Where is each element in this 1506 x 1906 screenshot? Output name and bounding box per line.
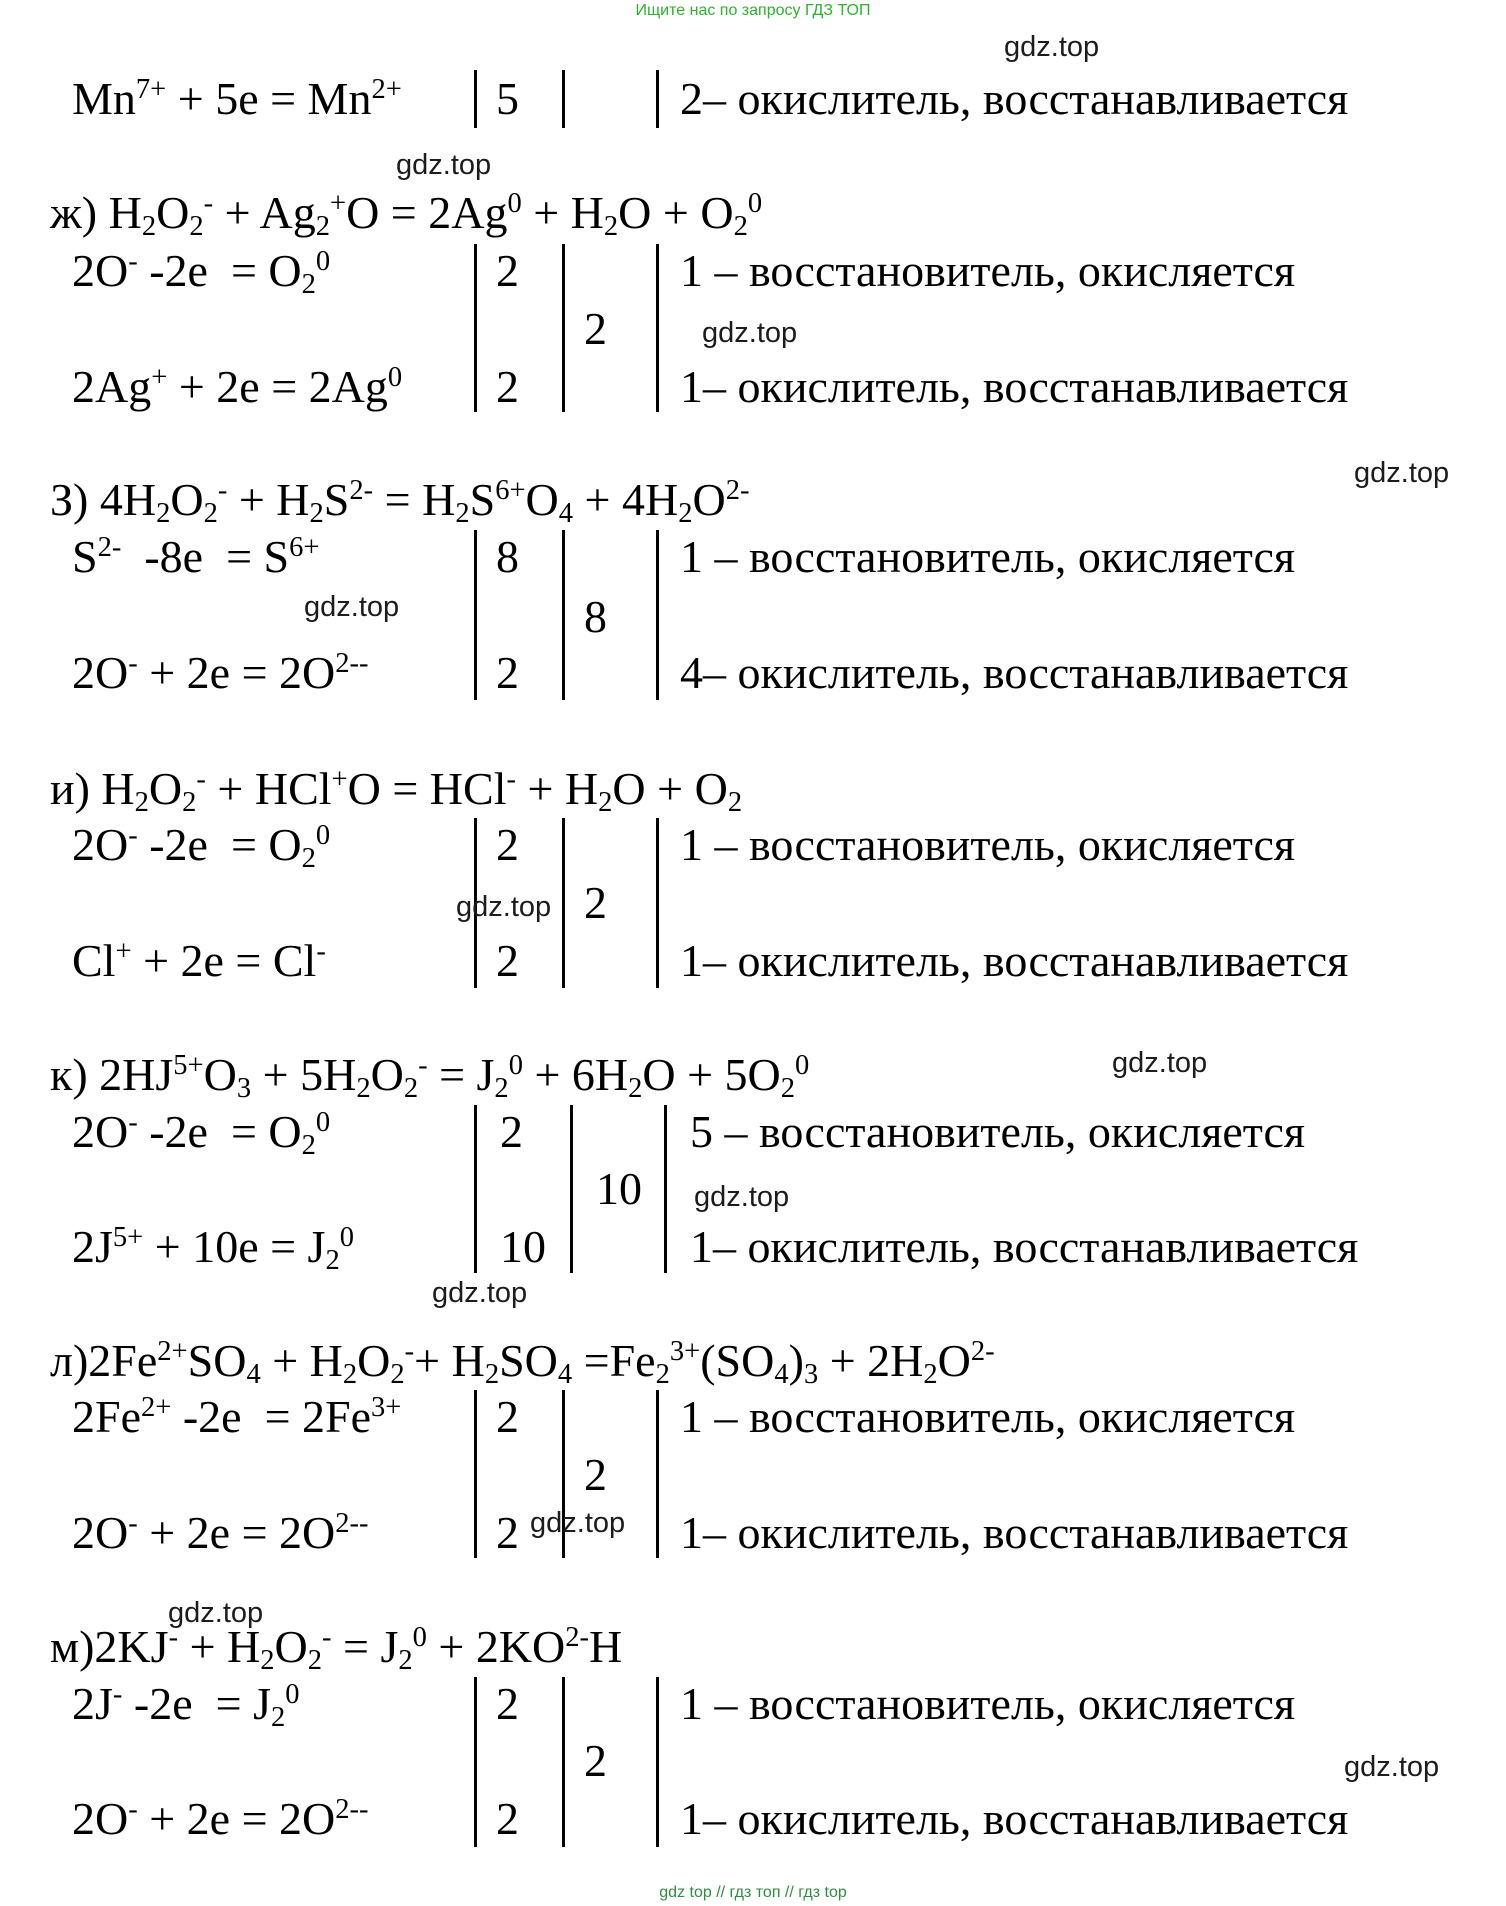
electron-coefficient: 2 xyxy=(496,361,519,412)
common-multiple: 2 xyxy=(584,1735,607,1786)
divider-line xyxy=(562,530,565,700)
divider-line xyxy=(474,530,477,700)
role-note: 1 – восстановитель, окисляется xyxy=(680,819,1296,870)
role-note: 1 – восстановитель, окисляется xyxy=(680,1678,1296,1729)
role-note: 1– окислитель, восстанавливается xyxy=(680,1507,1349,1558)
divider-line xyxy=(562,1677,565,1847)
half-reaction: $2O^- + 2e = 2O^{2--}$ xyxy=(72,647,369,698)
reaction-equation: $м)2KJ^- + H_2O_2^- = J_2^0 + 2KO^{2-}H$ xyxy=(50,1621,623,1677)
footer-links[interactable]: gdz top // гдз топ // гдз top xyxy=(659,1884,847,1901)
electron-coefficient: 10 xyxy=(500,1221,546,1272)
common-multiple: 8 xyxy=(584,591,607,642)
role-note: 4– окислитель, восстанавливается xyxy=(680,647,1349,698)
divider-line xyxy=(562,70,565,128)
watermark: gdz.top xyxy=(396,149,492,181)
electron-coefficient: 2 xyxy=(496,819,519,870)
common-multiple: 2 xyxy=(584,877,607,928)
watermark: gdz.top xyxy=(304,591,400,623)
role-note: 1 – восстановитель, окисляется xyxy=(680,245,1296,296)
half-reaction: 2J- $-2e = J_2^0$ xyxy=(72,1678,300,1734)
watermark: gdz.top xyxy=(1112,1047,1208,1079)
electron-coefficient: 2 xyxy=(496,1793,519,1844)
reaction-equation: и) $H_2O_2^- + HCl^+O = HCl^- + H_2O + O_2$ xyxy=(50,763,743,819)
role-note: 1 – восстановитель, окисляется xyxy=(680,531,1296,582)
watermark: gdz.top xyxy=(432,1277,528,1309)
watermark: gdz.top xyxy=(530,1507,626,1539)
electron-coefficient: 2 xyxy=(496,647,519,698)
electron-coefficient: 5 xyxy=(496,73,519,124)
electron-coefficient: 2 xyxy=(496,1507,519,1558)
electron-coefficient: 2 xyxy=(496,1391,519,1442)
electron-coefficient: 8 xyxy=(496,531,519,582)
electron-coefficient: 2 xyxy=(500,1106,523,1157)
half-reaction: Cl+ + 2e = Cl- xyxy=(72,935,326,986)
divider-line xyxy=(474,244,477,412)
reaction-equation: $л)2Fe^{2+}SO_4 + H_2O_2^-+ H_2SO_4 =Fe_2^{3+}(SO_4)_3 + 2H_2O^{2-}$ xyxy=(50,1335,995,1391)
half-reaction: $2Ag^+ + 2e = 2Ag^0$ xyxy=(72,361,403,412)
divider-line xyxy=(474,1677,477,1847)
watermark: gdz.top xyxy=(168,1597,264,1629)
half-reaction: $S^{2-}$ $-8e = S^{6+}$ xyxy=(72,531,320,582)
common-multiple: 2 xyxy=(584,303,607,354)
watermark: gdz.top xyxy=(702,317,798,349)
electron-coefficient: 2 xyxy=(496,935,519,986)
divider-line xyxy=(656,530,659,700)
role-note: 1– окислитель, восстанавливается xyxy=(680,935,1349,986)
role-note: 1– окислитель, восстанавливается xyxy=(680,1793,1349,1844)
divider-line xyxy=(474,1390,477,1558)
divider-line xyxy=(656,244,659,412)
common-multiple: 2 xyxy=(584,1449,607,1500)
half-reaction: $2O^- + 2e = 2O^{2--}$ xyxy=(72,1507,369,1558)
half-reaction: $2Fe^{2+}$ $-2e = 2Fe^{3+}$ xyxy=(72,1391,402,1442)
role-note: 1– окислитель, восстанавливается xyxy=(680,361,1349,412)
half-reaction: 2O- $-2e = O_2^0$ xyxy=(72,819,331,875)
watermark: gdz.top xyxy=(1004,31,1100,63)
reaction-equation: к) $2HJ^{5+}O_3 + 5H_2O_2^- = J_2^0 + 6H_2O + 5O_2^0$ xyxy=(50,1049,810,1105)
half-reaction: 2O- $-2e = O_2^0$ xyxy=(72,245,331,301)
watermark: gdz.top xyxy=(456,891,552,923)
reaction-equation: З) $4H_2O_2^- + H_2S^{2-} = H_2S^{6+}O_4 + 4H_2O^{2-}$ xyxy=(50,474,750,530)
electron-coefficient: 2 xyxy=(496,1678,519,1729)
watermark: gdz.top xyxy=(694,1181,790,1213)
reaction-equation: ж) $H_2O_2^- + Ag_2^+O = 2Ag^0 + H_2O + O_2^0$ xyxy=(50,187,763,243)
divider-line xyxy=(474,70,477,128)
divider-line xyxy=(664,1105,667,1273)
half-reaction: $2O^- + 2e = 2O^{2--}$ xyxy=(72,1793,369,1844)
watermark: gdz.top xyxy=(1354,457,1450,489)
electron-coefficient: 2 xyxy=(496,245,519,296)
divider-line xyxy=(656,818,659,988)
role-note: 2– окислитель, восстанавливается xyxy=(680,73,1349,124)
divider-line xyxy=(656,1677,659,1847)
divider-line xyxy=(562,818,565,988)
half-reaction: 2O- $-2e = O_2^0$ xyxy=(72,1106,331,1162)
half-reaction: $2J^{5+} + 10e = J_2^0$ xyxy=(72,1221,354,1277)
role-note: 1– окислитель, восстанавливается xyxy=(690,1221,1359,1272)
divider-line xyxy=(562,244,565,412)
role-note: 5 – восстановитель, окисляется xyxy=(690,1106,1306,1157)
divider-line xyxy=(570,1105,573,1273)
divider-line xyxy=(656,70,659,128)
role-note: 1 – восстановитель, окисляется xyxy=(680,1391,1296,1442)
header-search-hint[interactable]: Ищите нас по запросу ГДЗ ТОП xyxy=(635,2,871,19)
divider-line xyxy=(656,1390,659,1558)
half-reaction: $Mn^{7+} + 5e = Mn^{2+}$ xyxy=(72,73,402,124)
watermark: gdz.top xyxy=(1344,1751,1440,1783)
divider-line xyxy=(474,1105,477,1273)
common-multiple: 10 xyxy=(596,1163,642,1214)
